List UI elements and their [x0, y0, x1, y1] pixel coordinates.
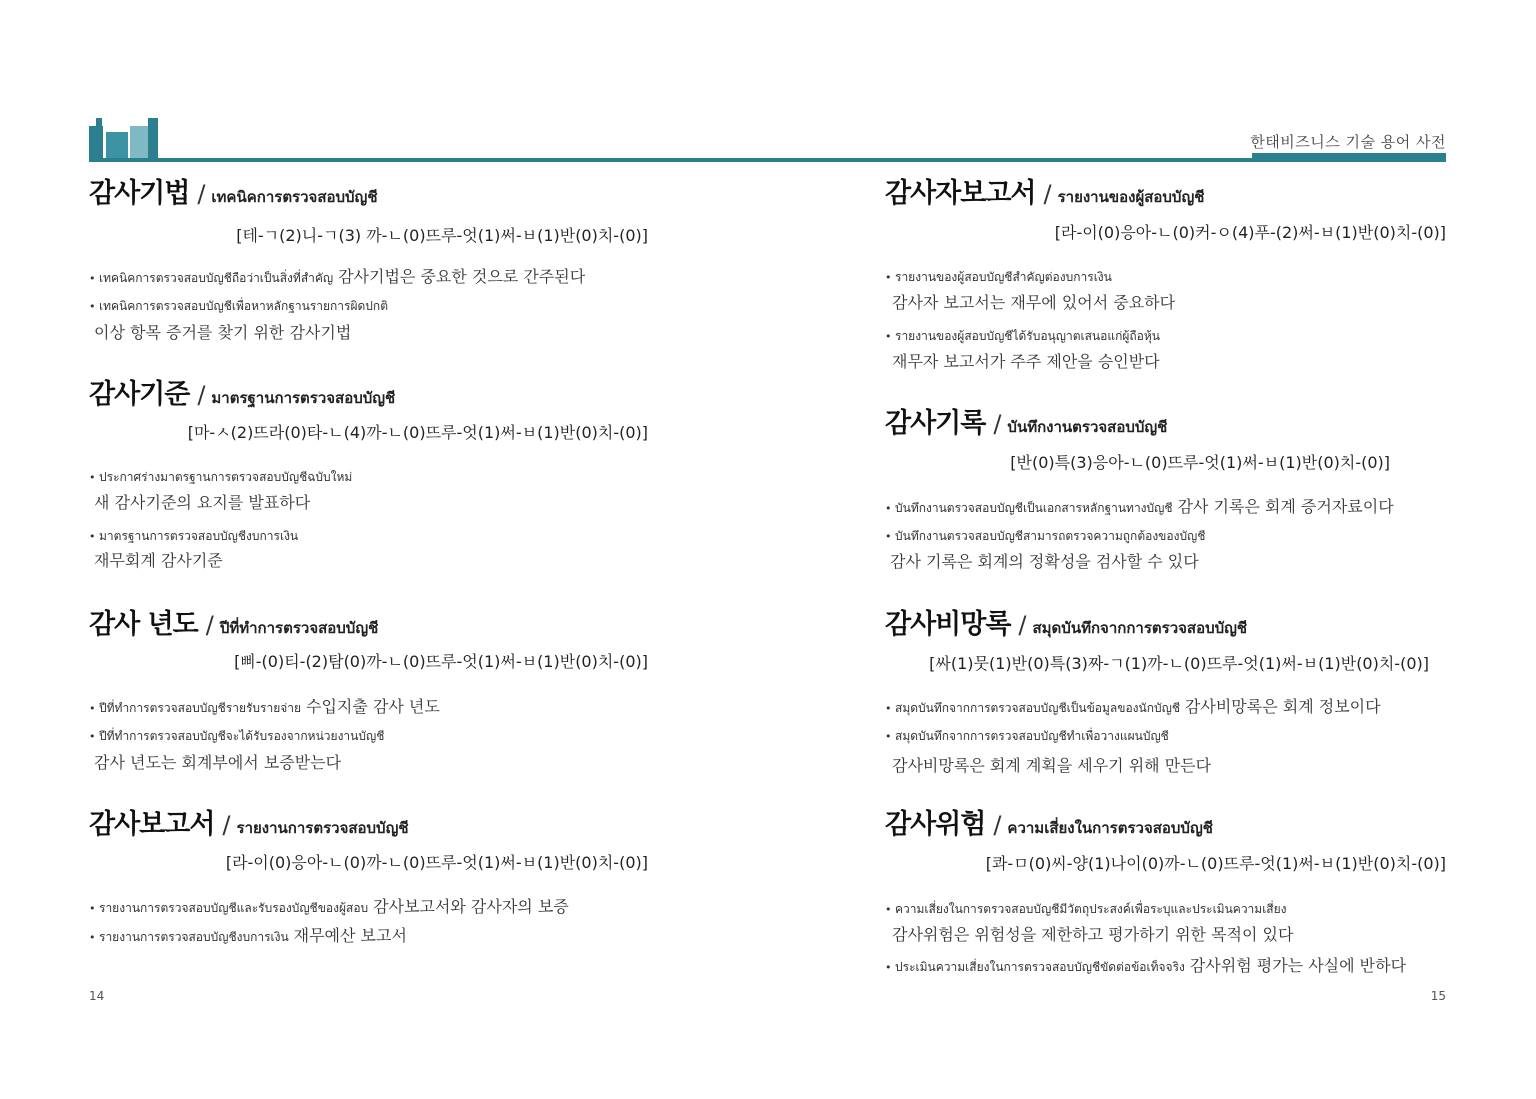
entry-thai-term: ปีที่ทำการตรวจสอบบัญชี	[219, 619, 379, 637]
example-line: • ประกาศร่างมาตรฐานการตรวจสอบบัญชีฉบับใหม่	[89, 470, 353, 484]
example-line: • รายงานการตรวจสอบบัญชีและรับรองบัญชีของผู้สอบ 감사보고서와 감사자의 보증	[89, 897, 569, 916]
example-line: • ความเสี่ยงในการตรวจสอบบัญชีมีวัตถุประสงค์เพื่อระบุและประเมินความเสี่ยง	[885, 902, 1287, 916]
dictionary-entry: 감사기준 / มาตรฐานการตรวจสอบบัญชี	[89, 379, 396, 410]
page-number-left: 14	[89, 989, 105, 1003]
dictionary-entry: 감사보고서 / รายงานการตรวจสอบบัญชี	[89, 809, 409, 840]
example-line: • สมุดบันทึกจากการตรวจสอบบัญชีเป็นข้อมูลของนักบัญชี 감사비망록은 회계 정보이다	[885, 697, 1381, 716]
entry-pronunciation: [라-이(0)응아-ㄴ(0)커-ㅇ(4)푸-(2)써-ㅂ(1)반(0)치-(0)]	[1054, 223, 1446, 242]
book-title-underline	[1252, 153, 1446, 158]
example-line: 새 감사기준의 요지를 발표하다	[94, 493, 311, 512]
example-line: • บันทึกงานตรวจสอบบัญชีเป็นเอกสารหลักฐานทางบัญชี 감사 기록은 회계 증거자료이다	[885, 497, 1394, 516]
entry-pronunciation: [마-ㅅ(2)뜨라(0)타-ㄴ(4)까-ㄴ(0)뜨루-엇(1)써-ㅂ(1)반(0)치-(0)]	[187, 423, 648, 442]
example-line: 감사자 보고서는 재무에 있어서 중요하다	[892, 293, 1176, 312]
example-line: 감사 년도는 회계부에서 보증받는다	[94, 753, 342, 772]
entry-term: 감사기준	[89, 379, 190, 410]
entry-pronunciation: [삐-(0)티-(2)탐(0)까-ㄴ(0)뜨루-엇(1)써-ㅂ(1)반(0)치-(0)]	[234, 652, 648, 671]
example-line: • เทคนิคการตรวจสอบบัญชีถือว่าเป็นสิ่งที่สำคัญ 감사기법은 중요한 것으로 간주된다	[89, 267, 586, 286]
header-logo-bar	[89, 126, 103, 162]
dictionary-entry: 감사자보고서 / รายงานของผู้สอบบัญชี	[885, 178, 1205, 209]
example-line: 감사위험은 위험성을 제한하고 평가하기 위한 목적이 있다	[892, 925, 1294, 944]
entry-thai-term: สมุดบันทึกจากการตรวจสอบบัญชี	[1032, 619, 1248, 637]
example-line: 감사 기록은 회계의 정확성을 검사할 수 있다	[890, 552, 1199, 571]
example-line: • สมุดบันทึกจากการตรวจสอบบัญชีทำเพื่อวางแผนบัญชี	[885, 729, 1169, 743]
entry-thai-term: รายงานของผู้สอบบัญชี	[1057, 188, 1205, 206]
entry-thai-term: เทคนิคการตรวจสอบบัญชี	[211, 188, 378, 206]
example-line: • ประเมินความเสี่ยงในการตรวจสอบบัญชีขัดต่อข้อเท็จจริง 감사위험 평가는 사실에 반하다	[885, 956, 1407, 975]
dictionary-entry: 감사위험 / ความเสี่ยงในการตรวจสอบบัญชี	[885, 809, 1213, 840]
dictionary-entry: 감사비망록 / สมุดบันทึกจากการตรวจสอบบัญชี	[885, 609, 1248, 640]
example-line: 재무자 보고서가 주주 제안을 승인받다	[892, 352, 1160, 371]
example-line: • รายงานการตรวจสอบบัญชีงบการเงิน 재무예산 보고서	[89, 926, 407, 945]
page-number-right: 15	[1430, 989, 1446, 1003]
entry-thai-term: ความเสี่ยงในการตรวจสอบบัญชี	[1007, 819, 1213, 837]
entry-thai-term: รายงานการตรวจสอบบัญชี	[236, 819, 409, 837]
entry-pronunciation: [반(0)특(3)응아-ㄴ(0)뜨루-엇(1)써-ㅂ(1)반(0)치-(0)]	[1010, 453, 1390, 472]
entry-pronunciation: [싸(1)뭇(1)반(0)특(3)짜-ㄱ(1)까-ㄴ(0)뜨루-엇(1)써-ㅂ(1)반(0)치-(0)]	[929, 654, 1429, 673]
dictionary-entry: 감사기록 / บันทึกงานตรวจสอบบัญชี	[885, 408, 1168, 439]
header-rule	[89, 158, 1446, 162]
entry-term: 감사위험	[885, 809, 986, 840]
entry-pronunciation: [테-ㄱ(2)니-ㄱ(3) 까-ㄴ(0)뜨루-엇(1)써-ㅂ(1)반(0)치-(0)]	[236, 226, 648, 245]
header-logo-bar	[148, 118, 158, 162]
entry-pronunciation: [콰-ㅁ(0)씨-양(1)나이(0)까-ㄴ(0)뜨루-엇(1)써-ㅂ(1)반(0)치-(0)]	[985, 854, 1446, 873]
entry-term: 감사기법	[89, 178, 190, 209]
entry-term: 감사보고서	[89, 809, 215, 840]
dictionary-entry: 감사기법 / เทคนิคการตรวจสอบบัญชี	[89, 178, 378, 209]
header-logo-bar	[130, 126, 148, 162]
example-line: 감사비망록은 회계 계획을 세우기 위해 만든다	[892, 756, 1212, 775]
entry-term: 감사자보고서	[885, 178, 1036, 209]
dictionary-entry: 감사 년도 / ปีที่ทำการตรวจสอบบัญชี	[89, 609, 379, 640]
entry-term: 감사기록	[885, 408, 986, 439]
example-line: • ปีที่ทำการตรวจสอบบัญชีจะได้รับรองจากหน่วยงานบัญชี	[89, 729, 385, 743]
example-line: • มาตรฐานการตรวจสอบบัญชีงบการเงิน	[89, 529, 299, 543]
entry-term: 감사비망록	[885, 609, 1011, 640]
example-line: • รายงานของผู้สอบบัญชีได้รับอนุญาตเสนอแก่ผู้ถือหุ้น	[885, 329, 1160, 343]
example-line: • เทคนิคการตรวจสอบบัญชีเพื่อหาหลักฐานรายการผิดปกติ	[89, 299, 388, 313]
example-line: • ปีที่ทำการตรวจสอบบัญชีรายรับรายจ่าย 수입지출 감사 년도	[89, 697, 440, 716]
entry-term: 감사 년도	[89, 609, 198, 640]
example-line: 재무회계 감사기준	[94, 551, 223, 570]
example-line: • บันทึกงานตรวจสอบบัญชีสามารถตรวจความถูกต้องของบัญชี	[885, 529, 1206, 543]
example-line: • รายงานของผู้สอบบัญชีสำคัญต่องบการเงิน	[885, 270, 1112, 284]
entry-thai-term: มาตรฐานการตรวจสอบบัญชี	[211, 389, 396, 407]
entry-pronunciation: [라-이(0)응아-ㄴ(0)까-ㄴ(0)뜨루-엇(1)써-ㅂ(1)반(0)치-(0)]	[225, 853, 648, 872]
entry-thai-term: บันทึกงานตรวจสอบบัญชี	[1007, 418, 1168, 436]
example-line: 이상 항목 증거를 찾기 위한 감사기법	[94, 323, 352, 342]
book-title: 한태비즈니스 기술 용어 사전	[1250, 133, 1446, 151]
